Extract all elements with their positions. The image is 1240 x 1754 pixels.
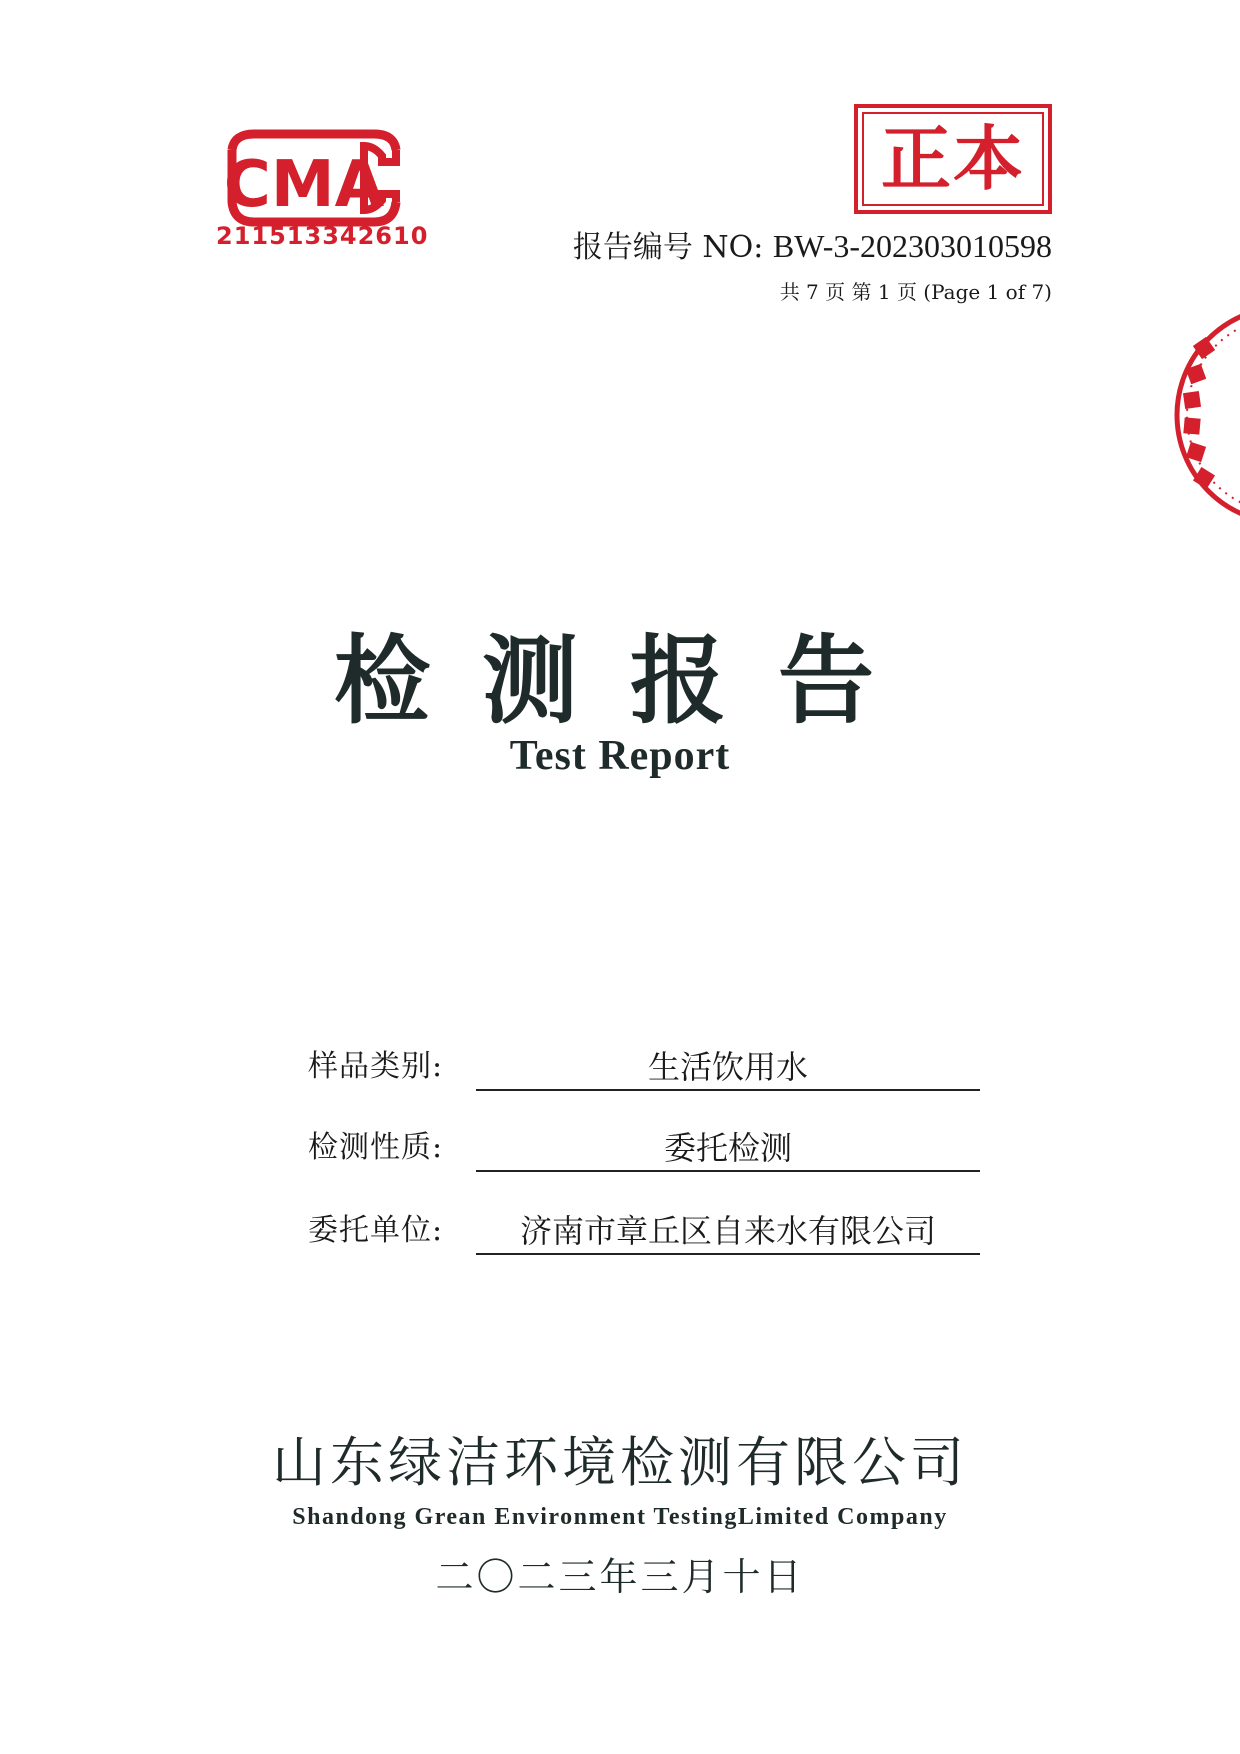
- cma-certificate-number: 211513342610: [216, 222, 429, 250]
- report-title-english: Test Report: [509, 733, 731, 779]
- report-number-label: 报告编号 NO:: [572, 230, 764, 265]
- report-date: 二〇二三年三月十日: [435, 1555, 805, 1599]
- field-label: 检测性质:: [308, 1130, 444, 1165]
- stamp-text: 正本: [862, 112, 1044, 206]
- field-label: 委托单位:: [308, 1213, 444, 1248]
- field-value: 济南市章丘区自来水有限公司: [476, 1209, 980, 1255]
- field-value: 委托检测: [476, 1126, 980, 1172]
- field-label: 样品类别:: [308, 1049, 444, 1084]
- field-sample-category: [308, 1045, 980, 1091]
- report-number: [540, 222, 1052, 266]
- field-value: 生活饮用水: [476, 1045, 980, 1091]
- original-copy-stamp: [854, 104, 1052, 214]
- round-seal-icon: [1160, 300, 1240, 530]
- report-number-value: BW-3-202303010598: [772, 228, 1052, 264]
- page-info: 共 7 页 第 1 页 (Page 1 of 7): [779, 280, 1052, 304]
- field-client: [308, 1209, 980, 1255]
- field-test-nature: [308, 1126, 980, 1172]
- cma-logo-text: CMA: [223, 148, 385, 222]
- report-title-chinese: 检测报告: [334, 624, 926, 737]
- company-name-chinese: 山东绿洁环境检测有限公司: [272, 1431, 968, 1494]
- company-name-english: Shandong Grean Environment TestingLimited Company: [292, 1504, 948, 1530]
